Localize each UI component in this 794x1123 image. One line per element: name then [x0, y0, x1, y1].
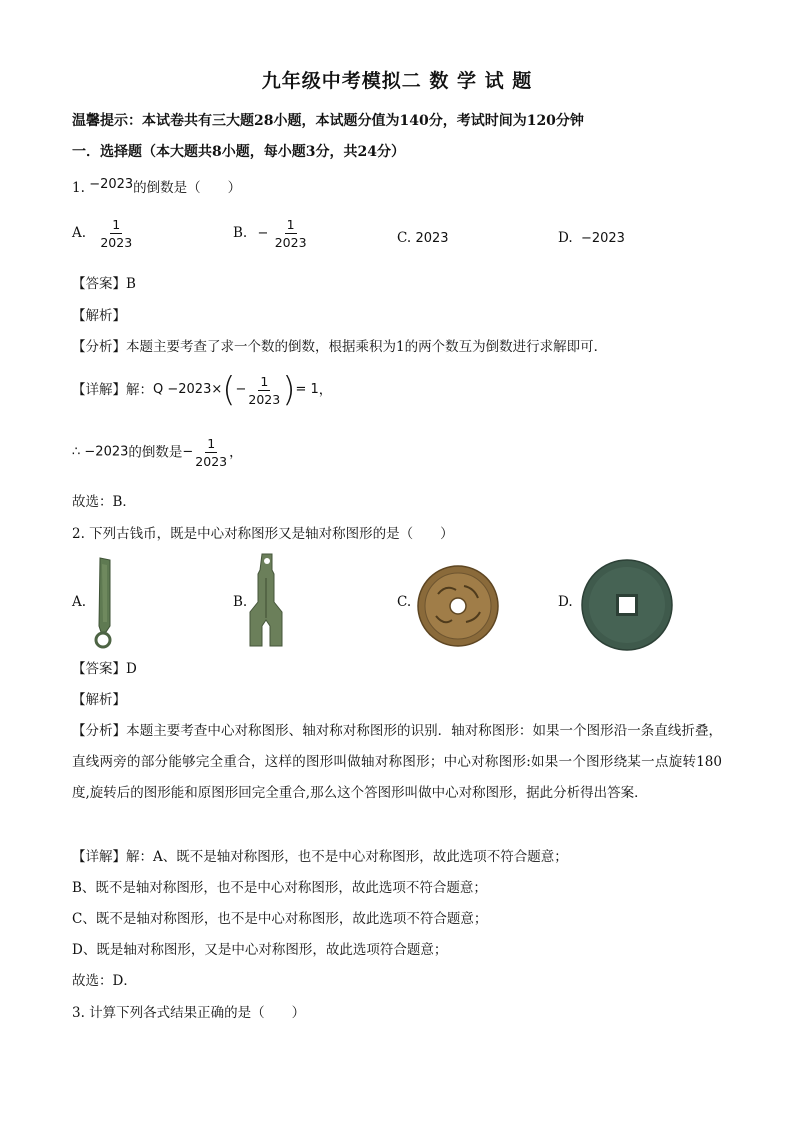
choose-2: 故选：D．: [72, 973, 137, 989]
fraction-denominator: 2023: [248, 391, 281, 407]
analysis-heading-1: 【解析】: [72, 308, 126, 324]
fraction-numerator: 1: [286, 217, 295, 232]
left-paren: (: [222, 370, 236, 410]
exam-tip: 温馨提示：本试卷共有三大题28小题，本试题分值为140分，考试时间为120分钟: [72, 113, 584, 129]
fraction-numerator: 1: [207, 436, 216, 451]
detail-math-post: = 1: [295, 382, 319, 397]
right-paren: ): [282, 370, 296, 410]
fraction-denominator: 2023: [100, 235, 133, 250]
detail-2-a: 【详解】解：A、既不是轴对称图形，也不是中心对称图形，故此选项不符合题意；: [72, 849, 568, 865]
detail-2-b: B、既不是轴对称图形，也不是中心对称图形，故此选项不符合题意；: [72, 880, 487, 896]
option-a-label: A.: [72, 225, 87, 241]
analysis-fenxi-2: 【分析】本题主要考查中心对称图形、轴对称对称图形的识别．轴对称图形：如果一个图形沿一条直线折叠，直线两旁的部分能够完全重合，这样的图形叫做轴对称图形；中心对称图形:如果一个图形绕某一点旋转180度,旋转后的图形能和原图形回完全重合,那么这个答图形叫做中心对称图形，据此分析得出答案．: [72, 723, 722, 801]
fraction-denominator: 2023: [274, 235, 307, 250]
detail-fraction: [246, 374, 282, 407]
choose-1: 故选：B．: [72, 494, 136, 510]
option-c-label: C.: [397, 230, 412, 246]
coin-option-d-label: D.: [558, 594, 573, 610]
detail-math-pre: Q −2023×: [153, 382, 223, 397]
spade-coin-image: [246, 552, 286, 650]
option-d-value: −2023: [580, 231, 625, 246]
option-a-fraction: [98, 217, 134, 250]
option-b-sign: −: [257, 226, 269, 241]
conclusion-text: 的倒数是: [128, 444, 183, 461]
option-b: [233, 217, 309, 250]
question-1-stem: [72, 177, 242, 197]
detail-comma: ，: [318, 382, 333, 398]
coin-option-a-label: A.: [72, 594, 87, 610]
option-a: [72, 217, 134, 250]
answer-2: 【答案】D: [72, 661, 137, 677]
option-c: [397, 230, 449, 247]
fraction-numerator: 1: [112, 217, 121, 232]
detail-2-c: C、既不是轴对称图形，也不是中心对称图形，故此选项不符合题意；: [72, 911, 488, 927]
fraction-numerator: 1: [260, 373, 269, 389]
analysis-fenxi-1: 【分析】本题主要考查了求一个数的倒数，根据乘积为1的两个数互为倒数进行求解即可．: [72, 339, 608, 355]
conclusion-line-1: [72, 436, 243, 469]
detail-line-1: [72, 370, 333, 410]
stem-text: 的倒数是（ ）: [133, 180, 242, 196]
page-title: 九年级中考模拟二 数 学 试 题: [261, 70, 533, 92]
detail-minus: −: [235, 382, 247, 397]
question-number: 1.: [72, 180, 85, 196]
square-hole-coin-image: [580, 558, 674, 652]
conclusion-math: ∴ −2023: [72, 444, 129, 460]
conclusion-comma: ，: [229, 444, 243, 461]
answer-1: 【答案】B: [72, 276, 136, 292]
knife-coin-image: [88, 556, 120, 650]
analysis-heading-2: 【解析】: [72, 692, 126, 708]
question-2-stem: 2. 下列古钱币，既是中心对称图形又是轴对称图形的是（ ）: [72, 526, 454, 542]
option-c-value: 2023: [415, 231, 449, 246]
question-3-stem: 3. 计算下列各式结果正确的是（ ）: [72, 1005, 306, 1021]
option-d-label: D.: [558, 230, 573, 246]
round-hole-coin-image: [416, 564, 500, 648]
coin-option-c-label: C.: [397, 594, 412, 610]
option-d: [558, 230, 625, 247]
stem-math: −2023: [89, 177, 134, 192]
coin-option-b-label: B.: [233, 594, 248, 610]
detail-2-d: D、既是轴对称图形，又是中心对称图形，故此选项符合题意；: [72, 942, 448, 958]
option-b-label: B.: [233, 225, 248, 241]
conclusion-fraction: [193, 436, 229, 469]
fraction-denominator: 2023: [195, 454, 228, 469]
section-heading: 一．选择题（本大题共8小题，每小题3分，共24分）: [72, 144, 405, 160]
option-b-fraction: [273, 217, 309, 250]
conclusion-minus: −: [182, 444, 194, 460]
detail-label: 【详解】解：: [72, 382, 153, 398]
